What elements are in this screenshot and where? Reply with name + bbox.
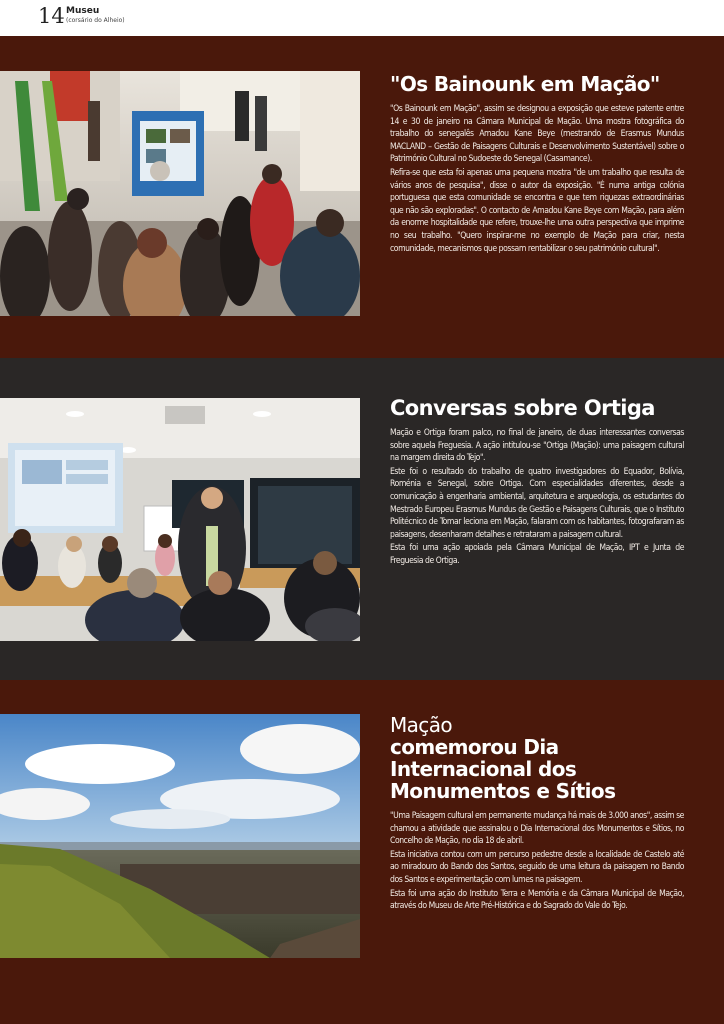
article-title-main: comemorou Dia Internacional dos Monumentos e Sítios [390,735,616,803]
magazine-subtitle: (corsário do Alheio) [66,17,125,24]
article-title: "Os Bainounk em Mação" [390,72,660,96]
article-title: Conversas sobre Ortiga [390,396,655,420]
landscape-photo-icon [0,714,360,958]
page-header [0,0,724,36]
article-paragraph: Esta foi uma ação apoiada pela Câmara Municipal de Mação, IPT e Junta de Freguesia de Ortiga. [390,543,684,566]
article-monumentos [390,714,684,914]
article-body [390,810,684,913]
page-number: 14 [38,4,65,28]
article-title [390,714,684,802]
article-bainounk [390,74,684,256]
article-paragraph: Este foi o resultado do trabalho de quatro investigadores do Equador, Bolívia, Roménia e Senegal, sobre Ortiga. Com especialidades diferentes, desde a comunicação à engenharia ambiental, arquitetura e arqueologia, os estudantes do Mestrado Europeu Erasmus Mundus de Gestão e Paisagens Culturais, que o Instituto Politécnico de Tomar leciona em Mação, falaram com os habitantes, fotografaram as paisagens, desenharam detalhes e retrataram a paisagem cultural. [390,466,684,540]
magazine-title: Museu [66,6,100,16]
meeting-photo-icon [0,398,360,641]
article-paragraph: "Uma Paisagem cultural em permanente mudança há mais de 3.000 anos", assim se chamou a atividade que assinalou o Dia Internacional dos Monumentos e Sítios, no Concelho de Mação, no dia 18 de abril. [390,811,684,847]
article-paragraph: Refira-se que esta foi apenas uma pequena mostra "de um trabalho que resulta de vários anos de pesquisa", disse o autor da exposição. "É numa antiga colónia portuguesa que esta comunidade se encontra e que tem riquezas extraordinárias que não são exploradas". O contacto de Amadou Kane Beye com Mação, para além da enorme hospitalidade que refere, trouxe-lhe uma outra perspectiva que imprime no seu trabalho. "Quero inspirar-me no exemplo de Mação para criar, nesta comunidade, mecanismos que possam rentabilizar o seu património cultural". [390,167,684,254]
article-paragraph: Esta foi uma ação do Instituto Terra e Memória e da Câmara Municipal de Mação, através do Museu de Arte Pré-Histórica e do Sagrado do Vale do Tejo. [390,888,684,912]
exhibition-photo-icon [0,71,360,316]
article-title-light: Mação [390,713,453,737]
article-paragraph: Esta iniciativa contou com um percurso pedestre desde a localidade de Castelo até ao miradouro do Bando dos Santos, seguido de uma leitura da paisagem no Bando dos Santos e experimentação com lumes na paisagem. [390,849,684,885]
article-ortiga [390,398,684,569]
article-paragraph: "Os Bainounk em Mação", assim se designou a exposição que esteve patente entre 14 e 30 de janeiro na Câmara Municipal de Mação. Uma mostra fotográfica do trabalho do senegalês Amadou Kane Beye (mestrando de Erasmus Mundus MACLAND – Gestão de Paisagens Culturais e Desenvolvimento Sustentável) sobre o Património Cultural no Sudoeste do Senegal (Casamance). [390,104,684,165]
article-body [390,103,684,255]
article-paragraph: Mação e Ortiga foram palco, no final de janeiro, de duas interessantes conversas sobre aquela Freguesia. A ação intitulou-se "Ortiga (Mação): uma paisagem cultural na margem direita do Tejo". [390,428,684,464]
article-body [390,427,684,568]
